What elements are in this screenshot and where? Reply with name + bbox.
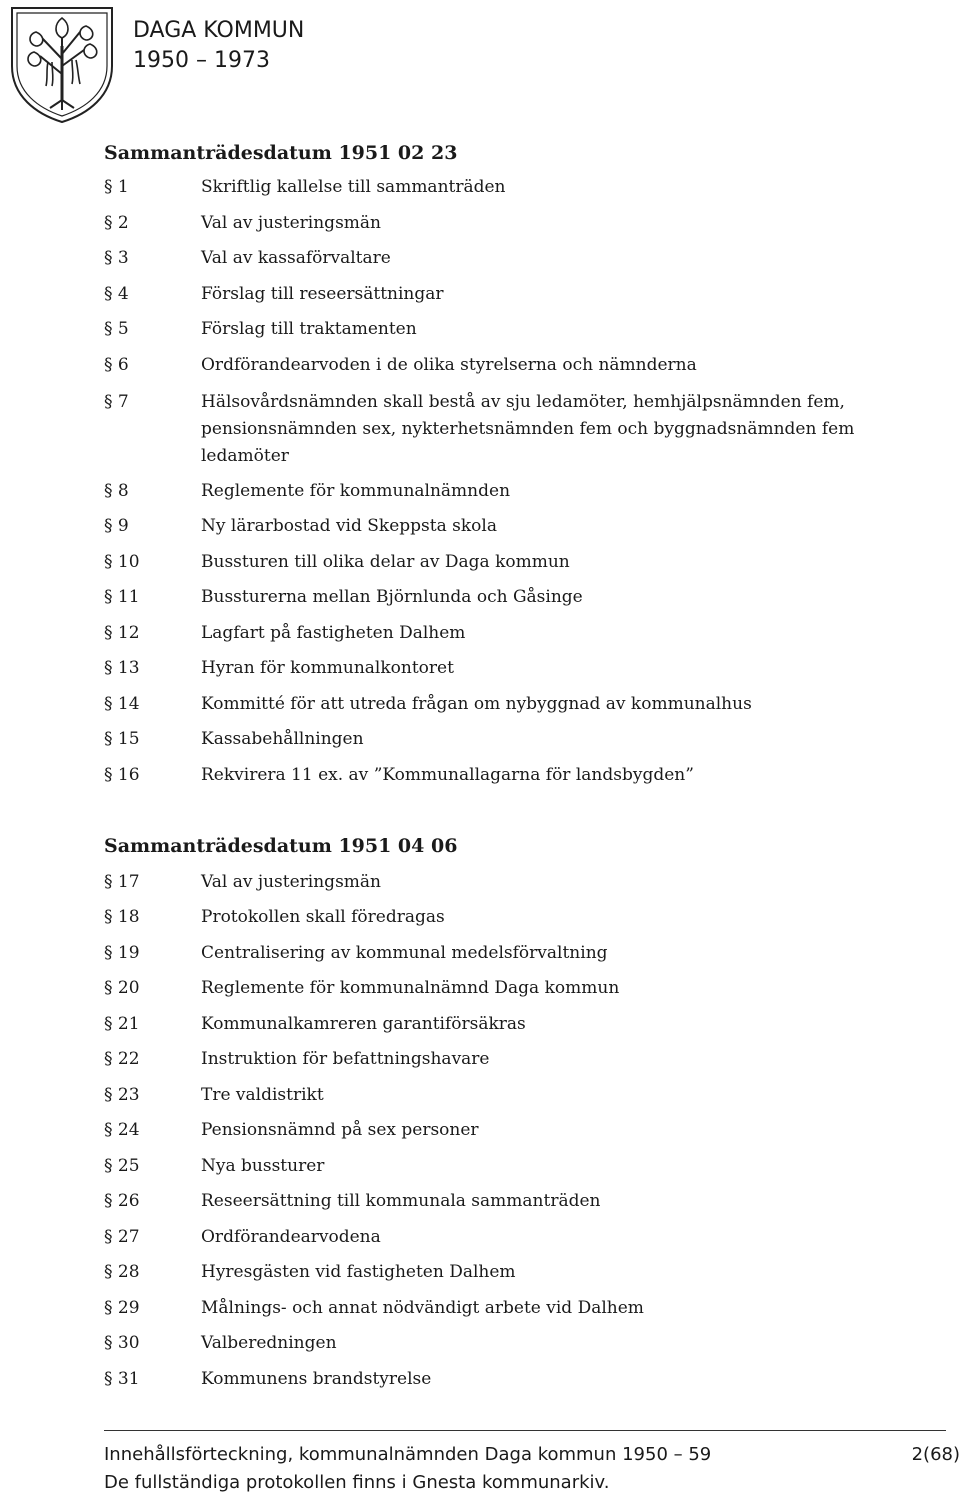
agenda-item-text: Förslag till traktamenten: [201, 319, 417, 339]
page-footer: [104, 1441, 960, 1497]
paragraph-number: § 5: [104, 319, 129, 339]
paragraph-number: § 19: [104, 943, 140, 963]
paragraph-number: § 10: [104, 552, 140, 572]
agenda-item: [104, 869, 884, 896]
agenda-item: [104, 1366, 884, 1393]
section-heading: Sammanträdesdatum 1951 02 23: [104, 142, 458, 164]
agenda-item: [104, 1011, 884, 1038]
agenda-item-text: Centralisering av kommunal medelsförvaltning: [201, 943, 608, 963]
paragraph-number: § 30: [104, 1333, 140, 1353]
paragraph-number: § 31: [104, 1369, 140, 1389]
paragraph-number: § 18: [104, 907, 140, 927]
agenda-item: [104, 904, 884, 931]
agenda-item: [104, 975, 884, 1002]
paragraph-number: § 17: [104, 872, 140, 892]
agenda-item: [104, 655, 884, 682]
agenda-item-text: Protokollen skall föredragas: [201, 907, 445, 927]
agenda-item-text: Hyran för kommunalkontoret: [201, 658, 454, 678]
agenda-item-text: Lagfart på fastigheten Dalhem: [201, 623, 466, 643]
agenda-item: [104, 1188, 884, 1215]
agenda-item: [104, 1224, 884, 1251]
agenda-item-text: Förslag till reseersättningar: [201, 284, 444, 304]
paragraph-number: § 4: [104, 284, 129, 304]
paragraph-number: § 28: [104, 1262, 140, 1282]
agenda-item-text: Reglemente för kommunalnämnd Daga kommun: [201, 978, 620, 998]
agenda-item-text: Hyresgästen vid fastigheten Dalhem: [201, 1262, 516, 1282]
agenda-item-text: Reseersättning till kommunala sammanträden: [201, 1191, 601, 1211]
agenda-item: [104, 352, 884, 379]
agenda-item: [104, 174, 884, 201]
municipality-title: [133, 16, 304, 76]
agenda-item: [104, 245, 884, 272]
footer-title: Innehållsförteckning, kommunalnämnden Daga kommun 1950 – 59: [104, 1444, 712, 1465]
agenda-item: [104, 1330, 884, 1357]
agenda-item: [104, 1295, 884, 1322]
agenda-item: [104, 940, 884, 967]
agenda-item: [104, 478, 884, 505]
agenda-item-text: Nya bussturer: [201, 1156, 325, 1176]
paragraph-number: § 29: [104, 1298, 140, 1318]
paragraph-number: § 8: [104, 481, 129, 501]
agenda-item-text: Bussturerna mellan Björnlunda och Gåsinge: [201, 587, 583, 607]
agenda-item: [104, 1153, 884, 1180]
paragraph-number: § 22: [104, 1049, 140, 1069]
section-heading: Sammanträdesdatum 1951 04 06: [104, 835, 458, 857]
agenda-item: [104, 316, 884, 343]
paragraph-number: § 14: [104, 694, 140, 714]
agenda-item-text: Instruktion för befattningshavare: [201, 1049, 490, 1069]
agenda-item-text: Val av kassaförvaltare: [201, 248, 391, 268]
agenda-item-text: Kassabehållningen: [201, 729, 364, 749]
paragraph-number: § 6: [104, 355, 129, 375]
agenda-item: [104, 210, 884, 237]
agenda-item: [104, 1046, 884, 1073]
agenda-item-text: Val av justeringsmän: [201, 872, 381, 892]
paragraph-number: § 15: [104, 729, 140, 749]
footer-divider: [104, 1430, 946, 1431]
agenda-item-text: Rekvirera 11 ex. av ”Kommunallagarna för landsbygden”: [201, 765, 694, 785]
agenda-item: [104, 281, 884, 308]
paragraph-number: § 13: [104, 658, 140, 678]
paragraph-number: § 3: [104, 248, 129, 268]
paragraph-number: § 9: [104, 516, 129, 536]
paragraph-number: § 20: [104, 978, 140, 998]
agenda-item-text: Tre valdistrikt: [201, 1085, 324, 1105]
paragraph-number: § 16: [104, 765, 140, 785]
agenda-item-text: Bussturen till olika delar av Daga kommun: [201, 552, 570, 572]
municipality-name: DAGA KOMMUN: [133, 18, 305, 43]
agenda-item: [104, 1117, 884, 1144]
footer-note: De fullständiga protokollen finns i Gnesta kommunarkiv.: [104, 1472, 610, 1493]
agenda-item: [104, 389, 884, 470]
agenda-item-text: Reglemente för kommunalnämnden: [201, 481, 511, 501]
paragraph-number: § 25: [104, 1156, 140, 1176]
coat-of-arms-icon: [6, 4, 118, 124]
paragraph-number: § 26: [104, 1191, 140, 1211]
paragraph-number: § 11: [104, 587, 140, 607]
paragraph-number: § 27: [104, 1227, 140, 1247]
paragraph-number: § 1: [104, 177, 129, 197]
agenda-item: [104, 726, 884, 753]
agenda-item-text: Målnings- och annat nödvändigt arbete vid Dalhem: [201, 1298, 644, 1318]
agenda-item: [104, 691, 884, 718]
agenda-item: [104, 1259, 884, 1286]
paragraph-number: § 21: [104, 1014, 140, 1034]
municipality-period: 1950 – 1973: [133, 48, 270, 73]
agenda-item: [104, 762, 884, 789]
agenda-item: [104, 513, 884, 540]
agenda-item-text: Valberedningen: [201, 1333, 337, 1353]
agenda-item-text: Ny lärarbostad vid Skeppsta skola: [201, 516, 497, 536]
agenda-item-text: Kommunalkamreren garantiförsäkras: [201, 1014, 526, 1034]
paragraph-number: § 12: [104, 623, 140, 643]
agenda-item-text: Val av justeringsmän: [201, 213, 381, 233]
paragraph-number: § 7: [104, 392, 129, 412]
agenda-item-text: Ordförandearvodena: [201, 1227, 381, 1247]
paragraph-number: § 23: [104, 1085, 140, 1105]
agenda-item-text: Kommunens brandstyrelse: [201, 1369, 432, 1389]
agenda-item-text: Kommitté för att utreda frågan om nybyggnad av kommunalhus: [201, 694, 752, 714]
page-number: 2(68): [911, 1444, 960, 1465]
agenda-item: [104, 620, 884, 647]
agenda-item: [104, 549, 884, 576]
agenda-item: [104, 1082, 884, 1109]
agenda-item-text: Hälsovårdsnämnden skall bestå av sju ledamöter, hemhjälpsnämnden fem, pensionsnämnden sex, nykterhetsnämnden fem och byggnadsnämnden fem ledamöter: [201, 392, 855, 466]
paragraph-number: § 2: [104, 213, 129, 233]
agenda-item-text: Ordförandearvoden i de olika styrelserna och nämnderna: [201, 355, 697, 375]
agenda-item-text: Skriftlig kallelse till sammanträden: [201, 177, 506, 197]
paragraph-number: § 24: [104, 1120, 140, 1140]
agenda-item: [104, 584, 884, 611]
agenda-item-text: Pensionsnämnd på sex personer: [201, 1120, 479, 1140]
